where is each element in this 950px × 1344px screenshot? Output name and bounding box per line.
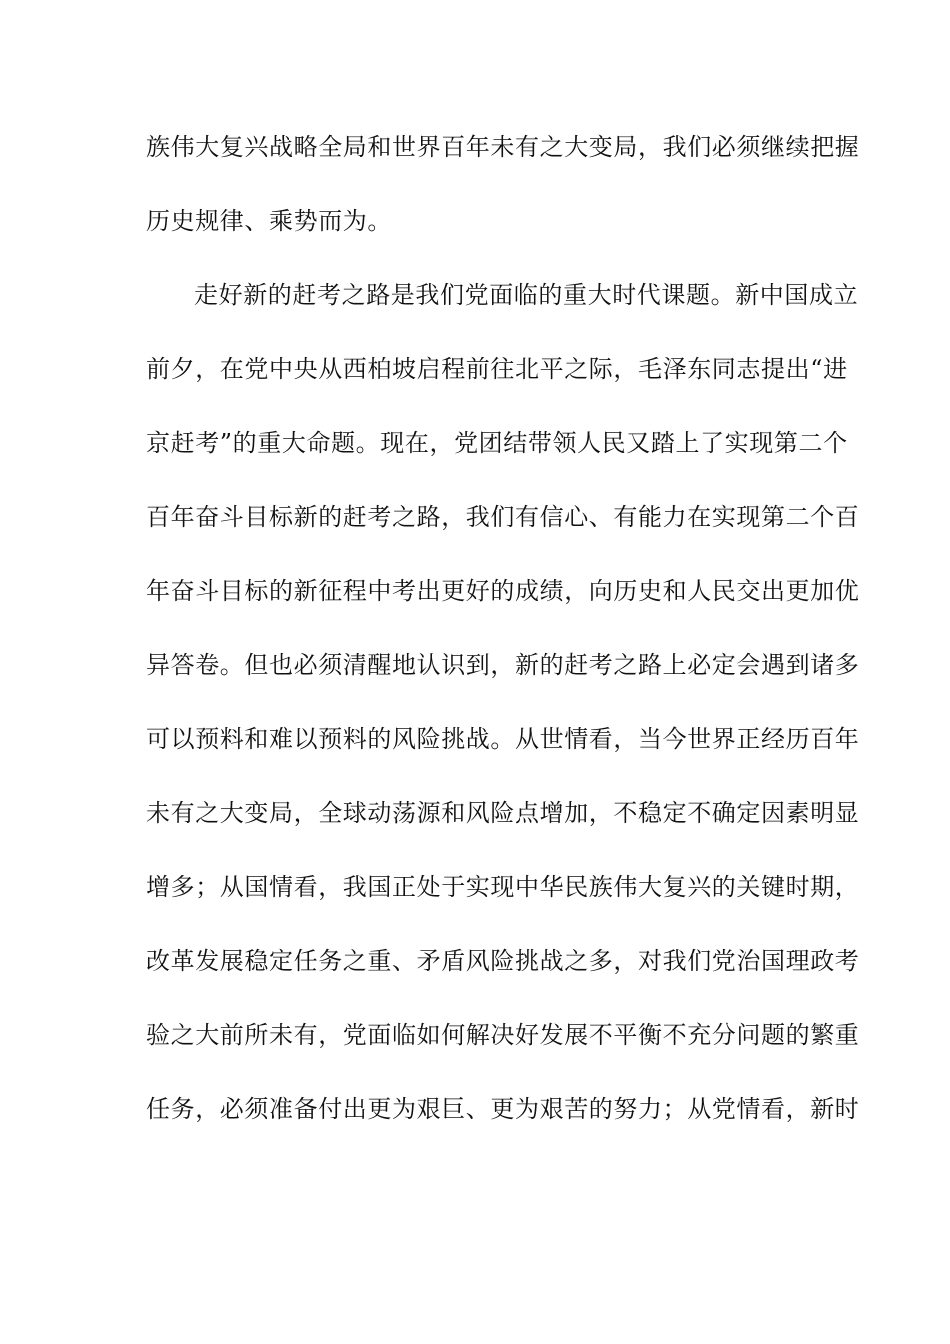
paragraph bbox=[146, 275, 860, 1163]
text-line: 族伟大复兴战略全局和世界百年未有之大变局，我们必须继续把握 bbox=[146, 133, 860, 161]
text-line: 可以预料和难以预料的风险挑战。从世情看，当今世界正经历百年 bbox=[146, 725, 860, 753]
text-line: 走好新的赶考之路是我们党面临的重大时代课题。新中国成立 bbox=[194, 281, 859, 309]
text-line: 任务，必须准备付出更为艰巨、更为艰苦的努力；从党情看，新时 bbox=[146, 1095, 860, 1123]
document-body bbox=[146, 127, 860, 1163]
text-line: 历史规律、乘势而为。 bbox=[146, 207, 392, 235]
text-line: 异答卷。但也必须清醒地认识到，新的赶考之路上必定会遇到诸多 bbox=[146, 651, 860, 679]
text-line: 未有之大变局，全球动荡源和风险点增加，不稳定不确定因素明显 bbox=[146, 799, 860, 827]
text-line: 前夕，在党中央从西柏坡启程前往北平之际，毛泽东同志提出“进 bbox=[146, 355, 848, 383]
text-line: 年奋斗目标的新征程中考出更好的成绩，向历史和人民交出更加优 bbox=[146, 577, 860, 605]
text-line: 百年奋斗目标新的赶考之路，我们有信心、有能力在实现第二个百 bbox=[146, 503, 860, 531]
text-line: 京赶考”的重大命题。现在，党团结带领人民又踏上了实现第二个 bbox=[146, 429, 848, 457]
text-line: 增多；从国情看，我国正处于实现中华民族伟大复兴的关键时期， bbox=[146, 873, 860, 901]
text-line: 改革发展稳定任务之重、矛盾风险挑战之多，对我们党治国理政考 bbox=[146, 947, 860, 975]
text-line: 验之大前所未有，党面临如何解决好发展不平衡不充分问题的繁重 bbox=[146, 1021, 860, 1049]
paragraph bbox=[146, 127, 860, 275]
